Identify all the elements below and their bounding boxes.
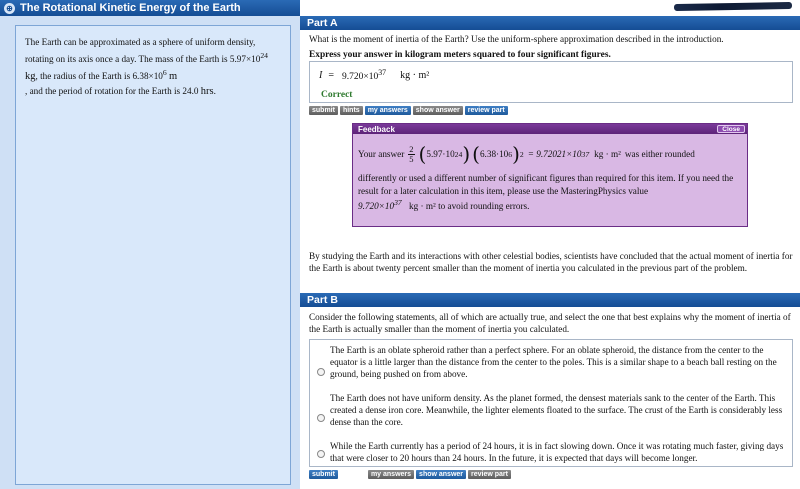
hints-button[interactable]: hints (340, 106, 363, 115)
answer-equals: = (328, 69, 334, 81)
transition-text: By studying the Earth and its interactions with other celestial bodies, scientists have concluded that the actual moment of inertia for the Earth is about twenty percent smaller than the moment of inertia you calculated in the previous part of the problem. (309, 251, 793, 273)
introduction-box (15, 25, 291, 485)
review-part-button[interactable]: review part (465, 106, 508, 115)
fraction (408, 145, 414, 164)
feedback-body-text: differently or used a different number of significant figures than required for this item. If you need the result for a later calculation in this item, please use the MasteringPhysics value (358, 173, 734, 196)
option-radio-2[interactable] (317, 414, 325, 422)
answer-variable: I (319, 69, 323, 81)
result-value: = 9.72021×10 (527, 149, 582, 159)
part-b-options (309, 339, 793, 467)
term-2: 6.38·10 (479, 149, 509, 159)
feedback-equation (358, 144, 695, 164)
option-density[interactable] (310, 392, 792, 432)
part-b-my-answers-button[interactable]: my answers (368, 470, 414, 479)
option-text-1: The Earth is an oblate spheroid rather than a perfect sphere. For an oblate spheroid, the distance from the center to the equator is a little larger than the distance from the center to the poles. This is a similar shape to a beach ball resting on the ground, being pushed on from above. (330, 345, 777, 379)
answer-value-mantissa: 9.720×10 (341, 72, 379, 83)
option-radio-3[interactable] (317, 450, 325, 458)
right-panel (300, 0, 800, 489)
term-2-exponent: 6 (508, 149, 513, 159)
problem-title-bar (0, 0, 300, 16)
paren-close-2: ) (512, 142, 520, 166)
feedback-tail: was either rounded (624, 149, 695, 159)
intro-text-3: , and the period of rotation for the Earth is 24.0 (25, 86, 199, 97)
part-a-title: Part A (307, 17, 338, 29)
option-text-2: The Earth does not have uniform density. As the planet formed, the densest materials sank to the center of the Earth. This created a dense iron core. Meanwhile, the lighter elements floated to the surface. The crust of the Earth is considerably less dense than the core. (330, 393, 783, 427)
part-b-submit-button[interactable]: submit (309, 470, 338, 479)
term-1-exponent: 24 (454, 149, 463, 159)
feedback-title: Feedback (358, 124, 395, 134)
intro-text-1: The Earth can be approximated as a sphere of uniform density, rotating on its axis once a day. The mass of the Earth is 5.97×10 (25, 37, 261, 65)
part-a-instruction: Express your answer in kilogram meters squared to four significant figures. (309, 50, 611, 60)
fraction-numerator: 2 (409, 143, 414, 154)
feedback-body (358, 172, 743, 213)
part-a-question: What is the moment of inertia of the Earth? Use the uniform-sphere approximation described in the introduction. (309, 34, 724, 44)
paren-open-2: ( (472, 142, 480, 166)
option-text-3: While the Earth currently has a period of 24 hours, it is in fact slowing down. Once it was rotating much faster, giving days that were closer to 20 hours than 24 hours. In the future, it is expected that days will become longer. (330, 441, 784, 463)
correct-status: Correct (321, 90, 353, 100)
part-b-button-bar (309, 470, 511, 479)
button-spacer (340, 470, 366, 479)
intro-text-2: , the radius of the Earth is 6.38×10 (35, 71, 163, 82)
feedback-body-end: to avoid rounding errors. (438, 201, 530, 212)
show-answer-button[interactable]: show answer (413, 106, 463, 115)
part-b-question: Consider the following statements, all of which are actually true, and select the one that best explains why the moment of inertia of the Earth is actually smaller than the moment of inertia you calculated. (309, 312, 791, 334)
answer-exponent: 37 (378, 68, 387, 77)
redaction-mark (674, 2, 792, 11)
part-b-header (300, 293, 800, 307)
feedback-panel (352, 123, 748, 227)
submit-button[interactable]: submit (309, 106, 338, 115)
period-unit: hrs (200, 86, 214, 98)
my-answers-button[interactable]: my answers (365, 106, 411, 115)
result-exponent: 37 (581, 149, 590, 159)
your-answer-label: Your answer (358, 149, 405, 159)
result-unit: kg · m² (594, 149, 621, 159)
feedback-value-exponent: 37 (394, 198, 402, 207)
part-a-button-bar (309, 106, 508, 115)
paren-close-1: ) (462, 142, 471, 166)
option-slowing[interactable] (310, 440, 792, 466)
answer-value[interactable] (342, 68, 386, 82)
part-b-show-answer-button[interactable]: show answer (416, 470, 466, 479)
term-1: 5.97·10 (426, 149, 455, 159)
option-oblate[interactable] (310, 344, 792, 388)
option-radio-1[interactable] (317, 368, 325, 376)
fraction-denominator: 5 (409, 153, 414, 164)
answer-unit: kg · m² (400, 69, 430, 81)
feedback-header (353, 124, 747, 134)
left-panel (0, 16, 300, 489)
logo-icon: ⊕ (4, 3, 15, 14)
feedback-value: 9.720×10 (358, 201, 395, 212)
part-a-header (300, 16, 800, 30)
square-exponent: 2 (519, 149, 524, 159)
mass-unit: kg (25, 71, 36, 83)
radius-exponent: 6 (162, 68, 167, 78)
paren-open-1: ( (418, 142, 427, 166)
part-b-title: Part B (307, 294, 338, 306)
radius-unit: m (169, 71, 178, 83)
feedback-close-button[interactable]: Close (717, 125, 745, 133)
part-a-answer-box (309, 61, 793, 103)
answer-row (319, 68, 429, 82)
mass-exponent: 24 (260, 51, 268, 60)
problem-title: The Rotational Kinetic Energy of the Earth (20, 2, 241, 14)
part-b-review-part-button[interactable]: review part (468, 470, 511, 479)
feedback-value-unit: kg · m² (409, 201, 436, 212)
intro-text-4: . (213, 86, 216, 97)
